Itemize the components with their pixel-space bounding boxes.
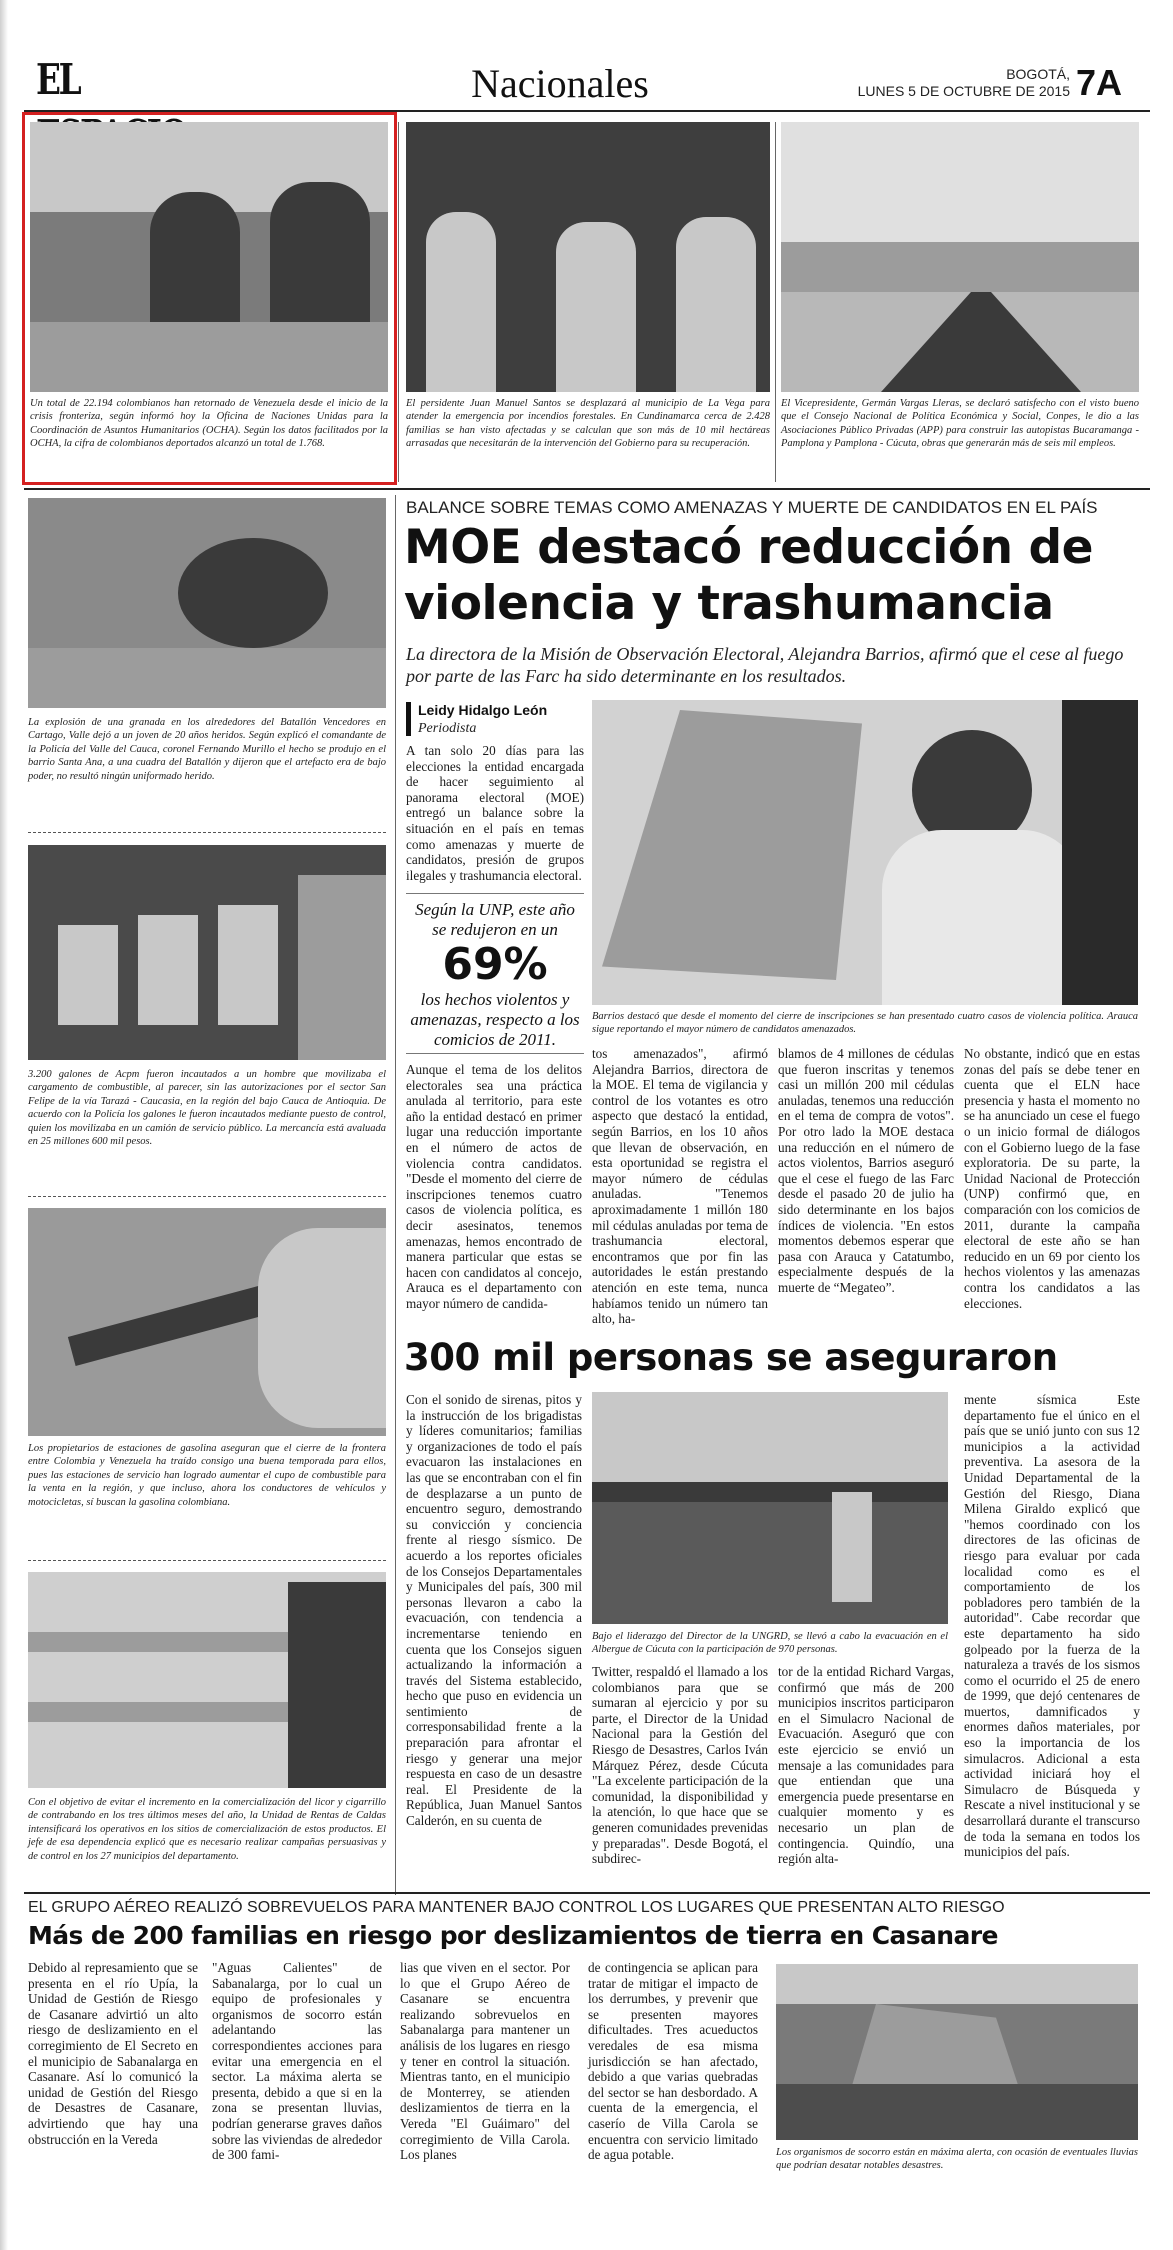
- photo-santos-visit: [406, 122, 770, 392]
- pull-quote-top: Según la UNP, este año se redujeron en un: [415, 900, 575, 939]
- page-number: 7A: [1076, 62, 1123, 103]
- moe-column-4: No obstante, indicó que en estas zonas del país se debe tener en cuenta que el ELN hace presencia y hasta el momento no se ha anunciado un cese el fuego o un inicio formal de diálogos con el Gobierno luego de la fase exploratoria. De su parte, la Unidad Nacional de Protección (UNP) confirmó que, en comparación con los comicios de 2011, durante la campaña electoral de este año se han reducido en un 69 por ciento los hechos violentos y las amenazas contra los candidatos a las elecciones.: [964, 1046, 1140, 1311]
- photo-border-returnees: [30, 122, 388, 392]
- photo-fuel-drums: [28, 845, 386, 1060]
- moe-kicker: BALANCE SOBRE TEMAS COMO AMENAZAS Y MUERTE DE CANDIDATOS EN EL PAÍS: [406, 498, 1098, 517]
- photo-alejandra-barrios: [592, 700, 1138, 1005]
- casanare-column-2: "Aguas Calientes" de Sabanalarga, por lo cual un equipo de profesionales y organismos de socorro están adelantando las correspondientes acciones para evitar una emergencia en el sector. La máxima alerta se presenta, debido a que si en la zona se presentan lluvias, podrían generarse graves daños sobre las viviendas de alrededor de 300 fami-: [212, 1960, 382, 2163]
- dateline-city: BOGOTÁ,: [1006, 66, 1070, 82]
- simulacro-column-4: mente sísmica Este departamento fue el único en el país que se unió junto con sus 12 municipios a la actividad preventiva. La asesora de la Unidad Departamental de la Gestión del Riesgo, Diana Milena Giraldo explicó que "hemos coordinado con los directores de las oficinas de riesgo para evaluar por cada localidad como es el comportamiento de los pobladores pero también de la autoridad". Cabe recordar que este departamento ha sido golpeado por la fuerza de la naturaleza a través de los sismos como el ocurrido el 25 de enero de 1999, que dejó centenares de muertos, damnificados y enormes daños materiales, por eso la importancia de los simulacros. Adicional a esta actividad iniciará hoy el Simulacro de Búsqueda y Rescate a nivel institucional y se desarrollará durante el transcurso de toda la semana en todos los municipios del país.: [964, 1392, 1140, 1860]
- dateline-date: LUNES 5 DE OCTUBRE DE 2015: [857, 83, 1070, 99]
- moe-author: Leidy Hidalgo León: [418, 702, 548, 718]
- moe-column-2: tos amenazados", afirmó Alejandra Barrios, directora de la MOE. El tema de vigilancia y control de los votantes es otro aspecto que destacó la entidad, según Barrios, en los 10 años que llevan de observación, en esta oportunidad se registra el mayor número de cédulas anuladas. "Tenemos aproximadamente 1 millón 180 mil cédulas anuladas por tema de trashumancia electoral, encontramos que por fin las autoridades le están prestando atención en este tema, nunca habíamos tenido un número tan alto, ha-: [592, 1046, 768, 1327]
- simulacro-column-1: Con el sonido de sirenas, pitos y la instrucción de los brigadistas y líderes comunitarios; familias y organizaciones de todo el país evacuaron las instalaciones en las que se encontraban con el fin de desplazarse a un punto de encuentro seguro, demostrando su convicción y conciencia frente al riesgo sísmico. De acuerdo a los reportes oficiales de los Consejos Departamentales y Municipales del país, 300 mil personas llevaron a cabo la evacuación, con tendencia a incrementarse teniendo en cuenta que los Consejos siguen actualizando la información a través del Sistema establecido, hecho que puso en evidencia un sentimiento de corresponsabilidad frente a la preparación para afrontar el riesgo y generar una mejor respuesta en caso de un desastre real. El Presidente de la República, Juan Manuel Santos Calderón, en su cuenta de: [406, 1392, 582, 1829]
- moe-deck: La directora de la Misión de Observación Electoral, Alejandra Barrios, afirmó que el cese al fuego por parte de las Farc ha sido determinante en los resultados.: [406, 644, 1124, 686]
- caption-gas-pump: Los propietarios de estaciones de gasolina aseguran que el cierre de la frontera entre Colombia y Venezuela ha traído consigo una buena temporada para ellos, pues las estaciones de servicio han logrado aumentar el cupo de combustible para la venta en la región, y que incluso, ahora los conductores de vehículos y motocicletas, sí buscan la gasolina colombiana.: [28, 1443, 386, 1508]
- photo-contraband-liquor: [28, 1572, 386, 1788]
- moe-column-1: Aunque el tema de los delitos electorales sea una práctica anulada al territorio, para este año la entidad destacó en primer lugar una reducción importante en el número de actos de violencia contra candidatos. "Desde el momento del cierre de inscripciones tenemos cuatro casos de violencia política, es decir asesinatos, tenemos amenazas, hemos encontrado de manera particular que estas se hacen con candidatos al concejo, Arauca es el departamento con mayor número de candida-: [406, 1062, 582, 1311]
- moe-author-role: Periodista: [418, 721, 477, 736]
- moe-headline-line1: MOE destacó reducción de: [404, 520, 1094, 575]
- casanare-column-4: de contingencia se aplican para tratar de mitigar el impacto de los derrumbes, y prevenir que se presenten mayores dificultades. Tres acueductos veredales de esa misma jurisdicción se han afectado, debido a que varias quebradas del sector se han desbordado. A cuenta de la emergencia, el caserío de Villa Carola se encuentra con servicio limitado de agua potable.: [588, 1960, 758, 2163]
- simulacro-column-2: Twitter, respaldó el llamado a los colombianos para que se sumaran al ejercicio y por su parte, el Director de la Unidad Nacional para la Gestión del Riesgo de Desastres, Carlos Iván Márquez Pérez, desde Cúcuta "La excelente participación de la comunidad, la disponibilidad y la atención, lo que hace que se generen comunidades prevenidas y preparadas". Desde Bogotá, el subdirec-: [592, 1664, 768, 1867]
- pull-quote-figure: 69%: [442, 939, 548, 990]
- casanare-kicker: EL GRUPO AÉREO REALIZÓ SOBREVUELOS PARA MANTENER BAJO CONTROL LOS LUGARES QUE PRESENTAN ALTO RIESGO: [28, 1899, 1005, 1916]
- moe-headline-line2: violencia y trashumancia: [404, 576, 1054, 631]
- author-marker: [406, 702, 411, 736]
- photo-gas-pump: [28, 1208, 386, 1436]
- caption-fuel-drums: 3.200 galones de Acpm fueron incautados a un hombre que movilizaba el cargamento de combustible, al parecer, sin las autorizaciones por el sector San Felipe de la vía Tarazá - Caucasia, en la región del bajo Cauca de Antioquia. De acuerdo con la Policía los galones le fueron incautados mediante puesto de control, quien los movilizaba en un camión de servicio público. La mercancía está avaluada en 25 millones 600 mil pesos.: [28, 1069, 386, 1148]
- casanare-column-1: Debido al represamiento que se presenta en el río Upía, la Unidad de Gestión de Riesgo de Casanare advirtió un alto riesgo de deslizamiento en el corregimiento de El Secreto en el municipio de Sabanalarga en Casanare. Así lo comunicó la unidad de Gestión del Riesgo de Desastres de Casanare, advirtiendo que hay una obstrucción en la Vereda: [28, 1960, 198, 2147]
- photo-highway: [781, 122, 1139, 392]
- casanare-headline: Más de 200 familias en riesgo por deslizamientos de tierra en Casanare: [28, 1921, 998, 1950]
- caption-highway: El Vicepresidente, Germán Vargas Lleras, se declaró satisfecho con el visto bueno que el Consejo Nacional de Política Económica y Social, Conpes, le dio a las Asociaciones Público Privadas (APP) para construir las autopistas Bucaramanga - Pamplona y Pamplona - Cúcuta, obras que generarán más de seis mil empleos.: [781, 398, 1139, 450]
- simulacro-headline: 300 mil personas se aseguraron: [404, 1336, 1058, 1379]
- photo-evacuation-cucuta: [592, 1392, 948, 1624]
- caption-returnees: Un total de 22.194 colombianos han retornado de Venezuela desde el inicio de la crisis fronteriza, según informó hoy la Oficina de Naciones Unidas para la Coordinación de Asuntos Humanitarios (OCHA). Según los datos facilitados por la OCHA, la cifra de colombianos deportados alcanzó un total de 1.768.: [30, 398, 388, 450]
- caption-santos: El persidente Juan Manuel Santos se desplazará al municipio de La Vega para atender la emergencia por incendios forestales. En Cundinamarca cerca de 2.428 familias se han visto afectadas y se calculan que son más de 10 mil hectáreas arrasadas que necesitarán de la intervención del Gobierno para su recuperación.: [406, 398, 770, 450]
- caption-contraband-liquor: Con el objetivo de evitar el incremento en la comercialización del licor y cigarrillo de contrabando en los tres últimos meses del año, la Unidad de Rentas de Caldas intensificará los operativos en los sitios de comercialización de estos productos. El jefe de esa dependencia explicó que es necesario realizar campañas persuasivas y de control en los 27 municipios del departamento.: [28, 1797, 386, 1862]
- photo-grenade: [28, 498, 386, 708]
- photo-casanare-landslide: [776, 1964, 1138, 2140]
- page-scan-edge: [0, 0, 8, 2250]
- casanare-column-3: lias que viven en el sector. Por lo que el Grupo Aéreo de Casanare se encuentra realizando sobrevuelos en Sabanalarga para mantener un análisis de los lugares en riesgo y tener en control la situación. Mientras tanto, en el municipio de Monterrey, se atienden deslizamientos de tierra en la Vereda "El Guáimaro" del corregimiento de Villa Carola. Los planes: [400, 1960, 570, 2163]
- moe-intro: A tan solo 20 días para las elecciones la entidad encargada de hacer seguimiento al panorama electoral (MOE) entregó un balance sobre la situación en el país en temas como amenazas y muerte de candidatos, presión de grupos ilegales y trashumancia electoral.: [406, 743, 584, 883]
- simulacro-column-3: tor de la entidad Richard Vargas, confirmó que más de 200 municipios inscritos participaron en el Simulacro Nacional de Evacuación. Aseguró que con este ejercicio se envió un mensaje a las comunidades para que entiendan que una emergencia puede presentarse en cualquier momento y es necesario un plan de contingencia. Quindío, una región alta-: [778, 1664, 954, 1867]
- masthead-logo: EL: [36, 55, 80, 104]
- pull-quote-bottom: los hechos violentos y amenazas, respecto a los comicios de 2011.: [410, 990, 580, 1049]
- moe-column-3: blamos de 4 millones de cédulas que fueron inscritas y tenemos casi un millón 200 mil cédulas anuladas, tenemos una reducción en el tema de compra de votos". Por otro lado la MOE destaca una reducción en el número de actos violentos, Barrios aseguró que el cese el fuego de las Farc desde el pasado 20 de julio ha sido determinante en los bajos índices de violencia. "En estos momentos debemos esperar que pasa con Arauca y Catatumbo, especialmente después de la muerte de “Megateo”.: [778, 1046, 954, 1295]
- caption-evacuation-cucuta: Bajo el liderazgo del Director de la UNGRD, se llevó a cabo la evacuación en el Albergue de Cúcuta con la participación de 970 personas.: [592, 1631, 948, 1656]
- caption-casanare-landslide: Los organismos de socorro están en máxima alerta, con ocasión de eventuales lluvias que podrían desatar notables desastres.: [776, 2147, 1138, 2172]
- top-row-rule: [24, 488, 1150, 490]
- section-title: Nacionales: [471, 61, 649, 106]
- caption-grenade: La explosión de una granada en los alrededores del Batallón Vencedores en Cartago, Valle dejó a un joven de 20 años heridos. Según explicó el comandante de la Policía del Valle del Cauca, coronel Fernando Murillo el hecho se produjo en el barrio Santa Ana, a una cuadra del Batallón y dijeron que el artefacto era de bajo poder, no resultó ningún uniformado herido.: [28, 717, 386, 782]
- casanare-rule: [24, 1892, 1150, 1894]
- caption-alejandra-barrios: Barrios destacó que desde el momento del cierre de inscripciones se han presentado cuatro casos de violencia política. Arauca sigue reportando el mayor número de candidatos amenazados.: [592, 1011, 1138, 1036]
